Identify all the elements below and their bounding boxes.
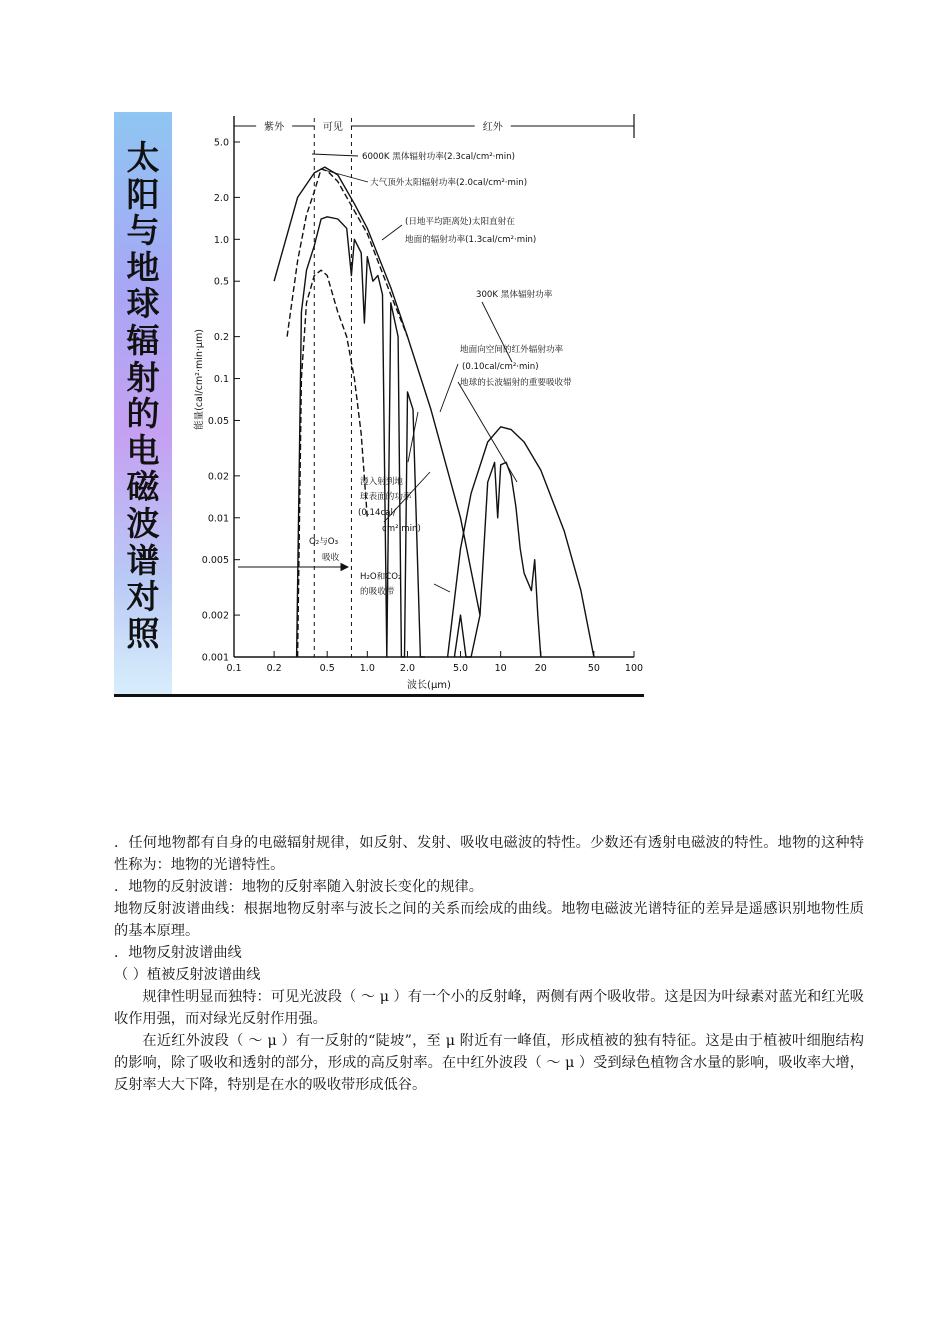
y-axis-label: 能量(cal/cm²·min·μm) [194,329,205,430]
figure-bottom-rule [114,694,644,697]
axis-label-layer [193,329,451,691]
chart-annotation: H₂O和CO₂ [360,572,402,582]
body-text [114,832,864,1096]
annotation-leader [440,364,458,412]
banner-char: 地 [126,247,160,287]
series-earth_ir [454,462,540,657]
y-tick-label: 5.0 [213,137,229,149]
chart-annotation: 漫入射到地 [360,477,403,487]
banner-char: 辐 [126,320,160,360]
band-label: 紫外 [264,122,285,133]
y-tick-label: 0.005 [201,555,229,567]
x-tick-label: 0.5 [319,663,335,674]
y-tick-label: 0.1 [213,374,229,386]
y-tick-label: 0.002 [201,610,229,622]
annotation-layer [238,150,572,597]
paragraph-7: 在近红外波段（ ～ μ ）有一反射的“陡坡”，至 μ 附近有一峰值，形成植被的独有特征。这是由于植被叶细胞结构的影响，除了吸收和透射的部分，形成的高反射率。在中红外波段（ ～ μ ）受到绿色植物含水量的影响，吸收率大增，反射率大大下降，特别是在水的吸收带形成低谷。 [114,1033,864,1093]
chart-annotation: cm²·min) [382,524,421,534]
chart-annotation: 6000K 黑体辐射功率(2.3cal/cm²·min) [362,152,515,162]
chart-annotation: (0.14cal/ [358,508,396,518]
banner-char: 阳 [126,174,160,214]
annotation-leader [434,584,450,592]
banner-char: 对 [126,577,160,617]
chart-annotation: 地面向空间的红外辐射功率 [460,345,564,355]
x-tick-label: 20 [534,663,547,674]
y-tick-label: 0.5 [213,276,229,288]
y-tick-label: 0.01 [207,513,229,525]
y-tick-label: 0.2 [213,332,229,344]
band-label: 可见 [322,122,343,133]
x-axis-label: 波长(μm) [407,680,451,691]
banner-char: 谱 [126,540,160,580]
x-tick-label: 1.0 [359,663,375,674]
series-bb300 [448,427,594,657]
x-tick-label: 5.0 [452,663,469,674]
x-tick-label: 0.2 [266,663,282,674]
chart-annotation: (0.10cal/cm²·min) [462,362,539,372]
chart-annotation: O₂与O₃ [309,537,339,547]
chart-annotation: 吸收 [322,553,340,563]
chart-annotation: 的吸收带 [360,587,395,597]
banner-char: 与 [126,211,160,251]
chart-annotation: 球表面的功率 [360,492,412,502]
banner-title [114,140,172,652]
x-tick-label: 50 [587,663,600,674]
banner-char: 射 [126,357,160,397]
paragraph-5: （ ）植被反射波谱曲线 [114,967,261,983]
spectrum-chart [172,112,644,695]
band-label: 红外 [482,122,503,133]
paragraph-4: ．地物反射波谱曲线 [114,945,242,961]
banner-char: 球 [126,284,160,324]
spectrum-figure [114,112,644,698]
x-tick-label: 0.1 [226,663,242,674]
series-toa [287,169,407,337]
paragraph-1: ．任何地物都有自身的电磁辐射规律，如反射、发射、吸收电磁波的特性。少数还有透射电磁波的特性。地物的这种特性称为：地物的光谱特性。 [114,835,864,873]
banner-char: 照 [126,613,160,653]
chart-annotation: 地球的长波辐射的重要吸收带 [460,378,572,388]
chart-annotation: 300K 黑体辐射功率 [476,290,553,300]
banner-char: 的 [126,394,160,434]
annotation-leader [458,382,517,482]
y-tick-label: 0.05 [207,415,229,427]
chart-annotation: (日地平均距离处)太阳直射在 [405,217,515,227]
x-tick-label: 10 [494,663,507,674]
chart-axes [202,116,643,674]
annotation-leader [312,154,358,156]
y-tick-label: 1.0 [213,234,229,246]
paragraph-6: 规律性明显而独特：可见光波段（ ～ μ ）有一个小的反射峰，两侧有两个吸收带。这是因为叶绿素对蓝光和红光吸收作用强，而对绿光反射作用强。 [114,989,864,1027]
paragraph-2: ．地物的反射波谱：地物的反射率随入射波长变化的规律。 [114,879,483,895]
banner-char: 太 [126,138,160,177]
y-tick-label: 2.0 [213,192,229,204]
banner-char: 磁 [126,467,160,507]
series-diffuse [298,270,368,657]
banner-char: 波 [126,503,160,543]
banner-char: 电 [126,430,160,470]
annotation-leader [382,225,402,240]
y-tick-label: 0.02 [207,471,229,483]
x-tick-label: 100 [624,663,644,674]
chart-annotation: 大气顶外太阳辐射功率(2.0cal/cm²·min) [370,178,528,188]
figure-banner [114,112,172,695]
y-tick-label: 0.001 [201,652,229,664]
band-header [234,114,634,657]
x-tick-label: 2.0 [399,663,416,674]
paragraph-3: 地物反射波谱曲线：根据地物反射率与波长之间的关系而绘成的曲线。地物电磁波光谱特征的差异是遥感识别地物性质的基本原理。 [114,901,864,939]
annotation-leader [324,170,368,182]
chart-annotation: 地面的辐射功率(1.3cal/cm²·min) [405,235,537,245]
